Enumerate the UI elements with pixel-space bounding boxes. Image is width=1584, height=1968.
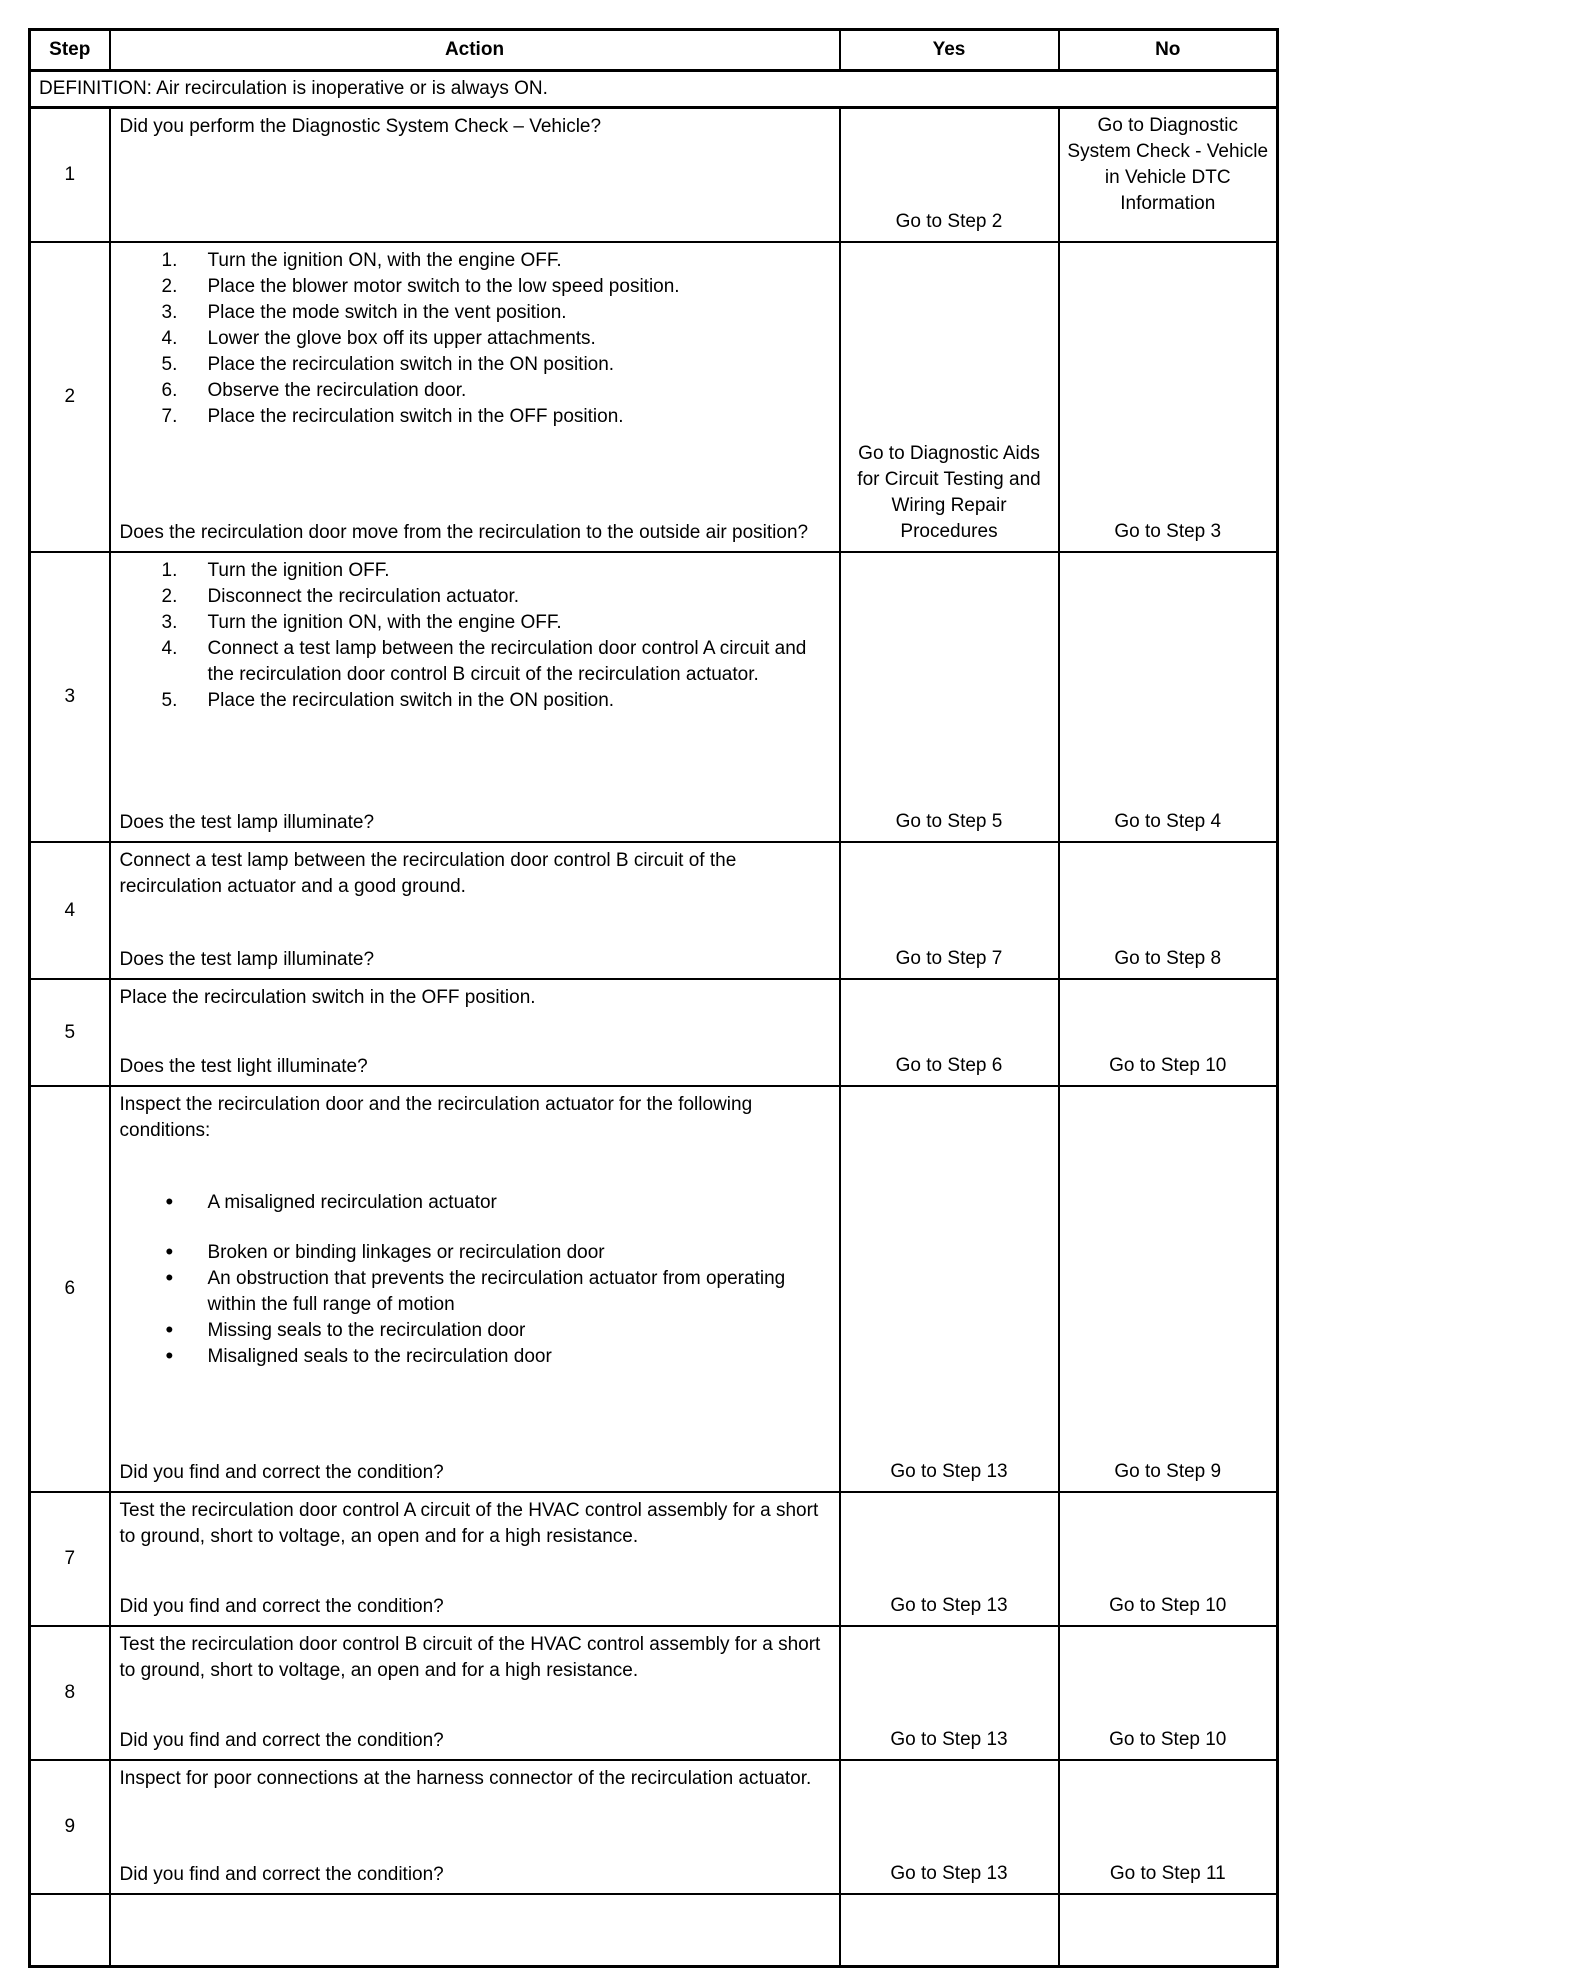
action-cell	[110, 1086, 840, 1492]
definition-row	[30, 71, 1278, 108]
step-cell: 7	[30, 1492, 110, 1626]
list-item: Observe the recirculation door.	[207, 380, 467, 401]
column-header-step: Step	[30, 30, 110, 71]
list-item: • Misaligned seals to the recirculation door	[120, 1344, 830, 1370]
column-header-no: No	[1059, 30, 1278, 71]
action-text: Connect a test lamp between the recirculation door control B circuit of the recirculation actuator and a good ground.	[119, 850, 737, 897]
step-cell: 4	[30, 842, 110, 979]
list-item: Lower the glove box off its upper attachments.	[207, 328, 596, 349]
list-item: Place the mode switch in the vent position.	[207, 302, 567, 323]
bullet-list	[120, 1190, 830, 1370]
table-row	[30, 842, 1278, 979]
table-row	[30, 1626, 1278, 1760]
no-cell: Go to Step 8	[1059, 842, 1278, 979]
action-question: Did you find and correct the condition?	[119, 1462, 444, 1483]
yes-cell: Go to Step 7	[840, 842, 1059, 979]
action-text: Did you perform the Diagnostic System Check – Vehicle?	[119, 116, 602, 137]
action-text: Place the recirculation switch in the OFF position.	[119, 987, 536, 1008]
column-header-yes: Yes	[840, 30, 1059, 71]
action-cell	[110, 242, 840, 552]
table-row	[30, 1086, 1278, 1492]
action-question: Did you find and correct the condition?	[119, 1596, 444, 1617]
list-item: • An obstruction that prevents the recirculation actuator from operating within the full range of motion	[120, 1266, 830, 1318]
no-cell	[1059, 1894, 1278, 1967]
no-cell: Go to Step 11	[1059, 1760, 1278, 1894]
no-cell: Go to Diagnostic System Check - Vehicle in Vehicle DTC Information	[1059, 108, 1278, 243]
numbered-list	[120, 558, 830, 714]
step-cell: 8	[30, 1626, 110, 1760]
action-cell	[110, 1492, 840, 1626]
step-cell: 2	[30, 242, 110, 552]
yes-cell: Go to Step 6	[840, 979, 1059, 1086]
list-item: Disconnect the recirculation actuator.	[207, 586, 520, 607]
numbered-list	[120, 248, 830, 430]
action-text: Test the recirculation door control B circuit of the HVAC control assembly for a short to ground, short to voltage, an open and for a high resistance.	[119, 1634, 821, 1681]
action-cell	[110, 1894, 840, 1967]
list-item: Turn the ignition ON, with the engine OFF.	[207, 612, 562, 633]
list-item: • Broken or binding linkages or recirculation door	[120, 1240, 830, 1266]
action-question: Does the test lamp illuminate?	[119, 812, 375, 833]
table-row	[30, 1492, 1278, 1626]
diagnostic-table	[28, 28, 1279, 1968]
no-cell: Go to Step 10	[1059, 979, 1278, 1086]
header-row	[30, 30, 1278, 71]
step-cell: 6	[30, 1086, 110, 1492]
step-cell: 9	[30, 1760, 110, 1894]
action-cell	[110, 979, 840, 1086]
no-cell: Go to Step 3	[1059, 242, 1278, 552]
action-cell	[110, 108, 840, 243]
action-question: Does the test lamp illuminate?	[119, 949, 375, 970]
list-item: Turn the ignition OFF.	[207, 560, 390, 581]
no-cell: Go to Step 10	[1059, 1492, 1278, 1626]
table-row	[30, 1760, 1278, 1894]
table-row-cutoff	[30, 1894, 1278, 1967]
action-text: Test the recirculation door control A circuit of the HVAC control assembly for a short to ground, short to voltage, an open and for a high resistance.	[119, 1500, 819, 1547]
yes-cell	[840, 1894, 1059, 1967]
definition-text: DEFINITION: Air recirculation is inoperative or is always ON.	[30, 71, 1278, 108]
action-cell	[110, 552, 840, 842]
no-cell: Go to Step 4	[1059, 552, 1278, 842]
step-cell	[30, 1894, 110, 1967]
yes-cell: Go to Step 13	[840, 1760, 1059, 1894]
action-cell	[110, 1760, 840, 1894]
action-text: Inspect for poor connections at the harness connector of the recirculation actuator.	[119, 1768, 812, 1789]
step-cell: 1	[30, 108, 110, 243]
table-row	[30, 979, 1278, 1086]
action-question: Does the recirculation door move from the recirculation to the outside air position?	[119, 522, 809, 543]
no-cell: Go to Step 9	[1059, 1086, 1278, 1492]
yes-cell: Go to Step 2	[840, 108, 1059, 243]
list-item: Turn the ignition ON, with the engine OFF.	[207, 250, 562, 271]
action-question: Did you find and correct the condition?	[119, 1864, 444, 1885]
list-item: • A misaligned recirculation actuator	[120, 1190, 830, 1216]
list-item: Place the blower motor switch to the low speed position.	[207, 276, 680, 297]
list-item: Place the recirculation switch in the ON position.	[207, 354, 615, 375]
yes-cell: Go to Step 13	[840, 1492, 1059, 1626]
yes-cell: Go to Step 13	[840, 1626, 1059, 1760]
no-cell: Go to Step 10	[1059, 1626, 1278, 1760]
list-item: • Missing seals to the recirculation door	[120, 1318, 830, 1344]
action-cell	[110, 1626, 840, 1760]
list-item: Place the recirculation switch in the ON position.	[207, 690, 615, 711]
list-item: Connect a test lamp between the recirculation door control A circuit and the recirculation door control B circuit of the recirculation actuator.	[207, 638, 807, 685]
yes-cell: Go to Step 13	[840, 1086, 1059, 1492]
action-question: Does the test light illuminate?	[119, 1056, 368, 1077]
action-cell	[110, 842, 840, 979]
yes-cell: Go to Diagnostic Aids for Circuit Testing and Wiring Repair Procedures	[840, 242, 1059, 552]
table-row	[30, 242, 1278, 552]
list-item: Place the recirculation switch in the OFF position.	[207, 406, 624, 427]
table-row	[30, 552, 1278, 842]
table-row	[30, 108, 1278, 243]
step-cell: 3	[30, 552, 110, 842]
column-header-action: Action	[110, 30, 840, 71]
step-cell: 5	[30, 979, 110, 1086]
action-text: Inspect the recirculation door and the recirculation actuator for the following conditions:	[119, 1094, 753, 1141]
yes-cell: Go to Step 5	[840, 552, 1059, 842]
action-question: Did you find and correct the condition?	[119, 1730, 444, 1751]
